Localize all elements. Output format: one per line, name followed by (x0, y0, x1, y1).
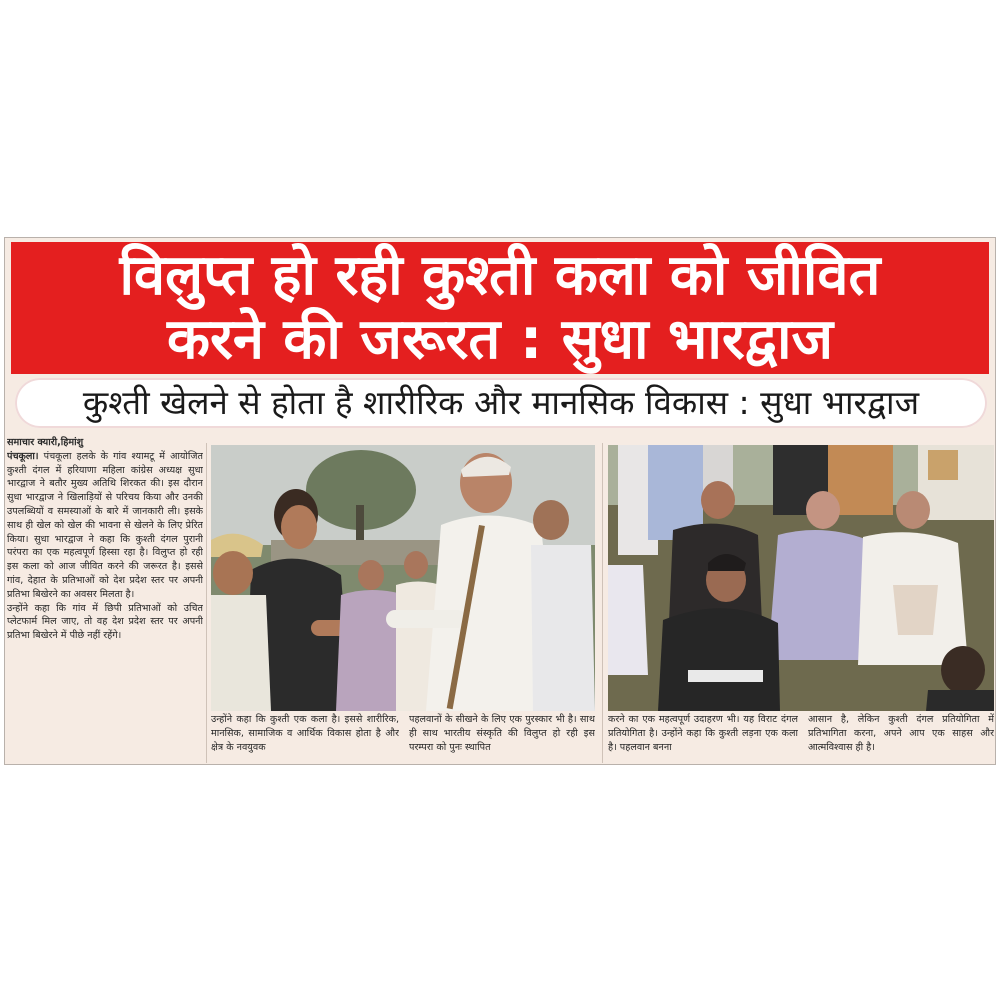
newspaper-clipping (4, 237, 996, 765)
article-column-2: उन्होंने कहा कि कुश्ती एक कला है। इससे शारीरिक, मानसिक, सामाजिक व आर्थिक विकास होता है और क्षेत्र के नवयुवक (211, 714, 399, 753)
headline-line-2: करने की जरूरत : सुधा भारद्वाज (166, 307, 834, 372)
headline-line-1: विलुप्त हो रही कुश्ती कला को जीवित (119, 243, 881, 308)
article-paragraph-1: पंचकूला हलके के गांव श्यामटू में आयोजित कुश्ती दंगल में हरियाणा महिला कांग्रेस अध्यक्ष सुधा भारद्वाज ने बतौर मुख्य अतिथि शिरकत की। इस दौरान सुधा भारद्वाज ने खिलाड़ियों से परिचय किया और उनकी उपलब्धियों व समस्याओं के बारे में जानकारी ली। इसके साथ ही खेल को खेल की भावना से खेलने के लिए प्रेरित किया। सुधा भारद्वाज ने कहा कि कुश्ती दंगल पुरानी परंपरा का एक महत्वपूर्ण हिस्सा रहा है। विलुप्त हो रही इस कला को आज जीवित करने की जरूरत है। इससे गांव, देहात के प्रतिभाओं को देश प्रदेश स्तर पर अपनी प्रतिभा बिखेरने का अवसर मिलता है। (7, 450, 203, 600)
column-divider (206, 443, 207, 763)
article-paragraph-2: उन्होंने कहा कि गांव में छिपी प्रतिभाओं को उचित प्लेटफार्म मिल जाए, तो वह देश प्रदेश स्तर पर अपनी प्रतिभा बिखेरने में पीछे नहीं रहेंगे। (7, 602, 203, 642)
article-column-1 (7, 436, 203, 765)
article-column-5: आसान है, लेकिन कुश्ती दंगल प्रतियोगिता में प्रतिभागिता करना, अपने आप एक साहस और आत्मविश्वास ही है। (808, 714, 994, 753)
article-column-3: पहलवानों के सीखने के लिए एक पुरस्कार भी है। साथ ही साथ भारतीय संस्कृति की विलुप्त हो रही इस परम्परा को पुनः स्थापित (409, 714, 595, 753)
news-photo-award (211, 445, 595, 711)
byline: समाचार क्यारी,हिमांशु (7, 437, 84, 448)
news-photo-guests (608, 445, 994, 711)
article-column-4: करने का एक महत्वपूर्ण उदाहरण भी। यह विराट दंगल प्रतियोगिता है। उन्होंने कहा कि कुश्ती लड़ना एक कला है। पहलवान बनना (608, 714, 798, 753)
subheadline: कुश्ती खेलने से होता है शारीरिक और मानसिक विकास : सुधा भारद्वाज (15, 378, 987, 428)
column-divider (602, 443, 603, 763)
dateline: पंचकूला। (7, 450, 39, 462)
headline-band (11, 242, 989, 374)
